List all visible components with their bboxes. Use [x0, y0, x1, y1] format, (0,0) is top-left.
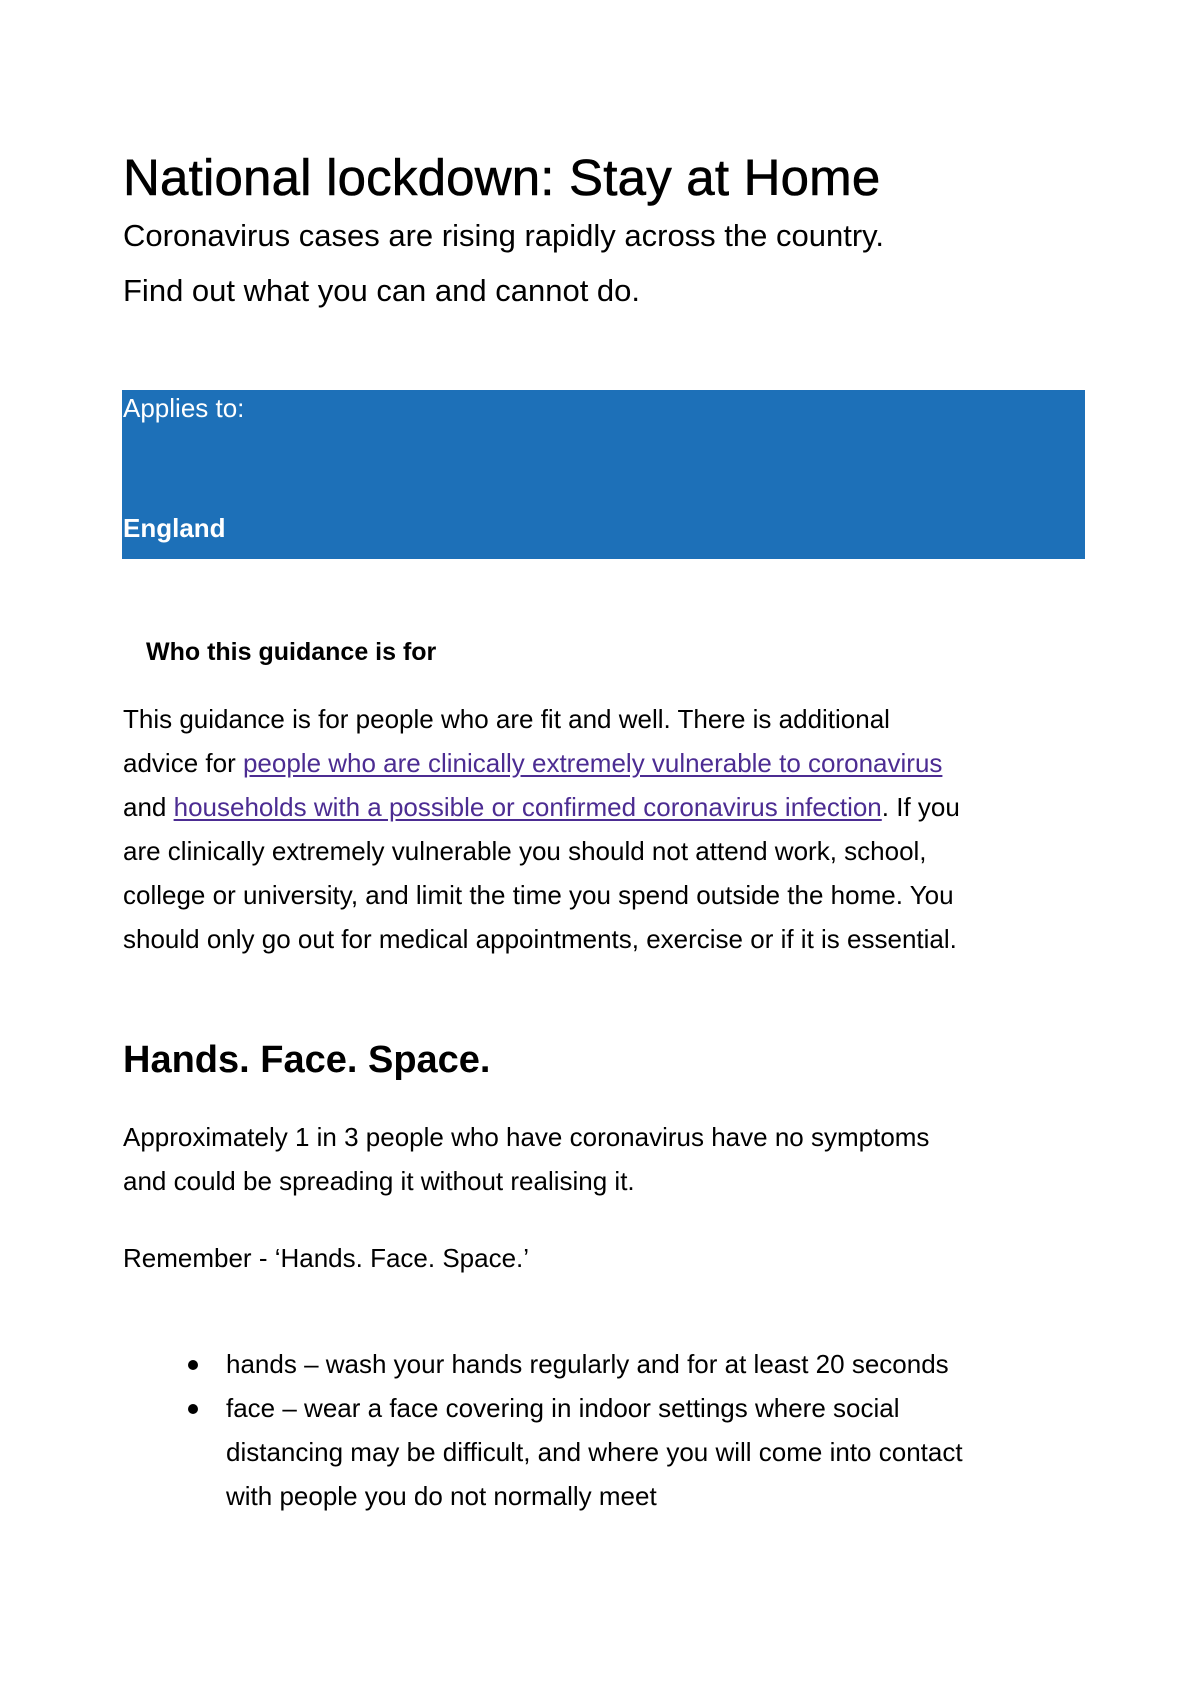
paragraph-line: Approximately 1 in 3 people who have coronavirus have no symptoms	[123, 1122, 930, 1152]
remember-paragraph	[123, 1236, 529, 1280]
hands-face-space-heading: Hands. Face. Space.	[123, 1039, 491, 1081]
paragraph-line: should only go out for medical appointments, exercise or if it is essential.	[123, 924, 957, 954]
bullet-dot-icon	[188, 1404, 198, 1414]
paragraph-line: and could be spreading it without realising it.	[123, 1166, 635, 1196]
list-item	[186, 1386, 963, 1518]
paragraph-text: and	[123, 792, 174, 822]
symptoms-paragraph	[123, 1115, 929, 1203]
remember-text: Remember - ‘Hands. Face. Space.’	[123, 1243, 530, 1273]
paragraph-line: This guidance is for people who are fit and well. There is additional	[123, 704, 890, 734]
hands-face-space-list	[186, 1342, 963, 1518]
page-title: National lockdown: Stay at Home	[123, 149, 881, 206]
list-item-line: with people you do not normally meet	[226, 1481, 657, 1511]
link-households-infection[interactable]: households with a possible or confirmed coronavirus infection	[173, 792, 882, 822]
applies-to-label: Applies to:	[123, 393, 245, 423]
subtitle-line-2: Find out what you can and cannot do.	[123, 273, 641, 308]
list-item-line: face – wear a face covering in indoor settings where social	[226, 1393, 900, 1423]
list-item-line: hands – wash your hands regularly and for at least 20 seconds	[226, 1349, 949, 1379]
paragraph-line: are clinically extremely vulnerable you should not attend work, school,	[123, 836, 927, 866]
paragraph-line	[123, 741, 960, 785]
who-guidance-heading: Who this guidance is for	[146, 638, 437, 666]
subtitle-line-1: Coronavirus cases are rising rapidly across the country.	[123, 218, 884, 253]
who-guidance-paragraph	[123, 697, 960, 961]
bullet-dot-icon	[188, 1360, 198, 1370]
paragraph-line	[123, 785, 960, 829]
paragraph-line: college or university, and limit the time you spend outside the home. You	[123, 880, 954, 910]
paragraph-text: advice for	[123, 748, 243, 778]
applies-to-value: England	[123, 513, 226, 543]
applies-to-box	[122, 390, 1085, 559]
list-item	[186, 1342, 963, 1386]
paragraph-text: . If you	[881, 792, 960, 822]
list-item-line: distancing may be difficult, and where you will come into contact	[226, 1437, 963, 1467]
link-clinically-extremely-vulnerable[interactable]: people who are clinically extremely vulnerable to coronavirus	[242, 748, 943, 778]
